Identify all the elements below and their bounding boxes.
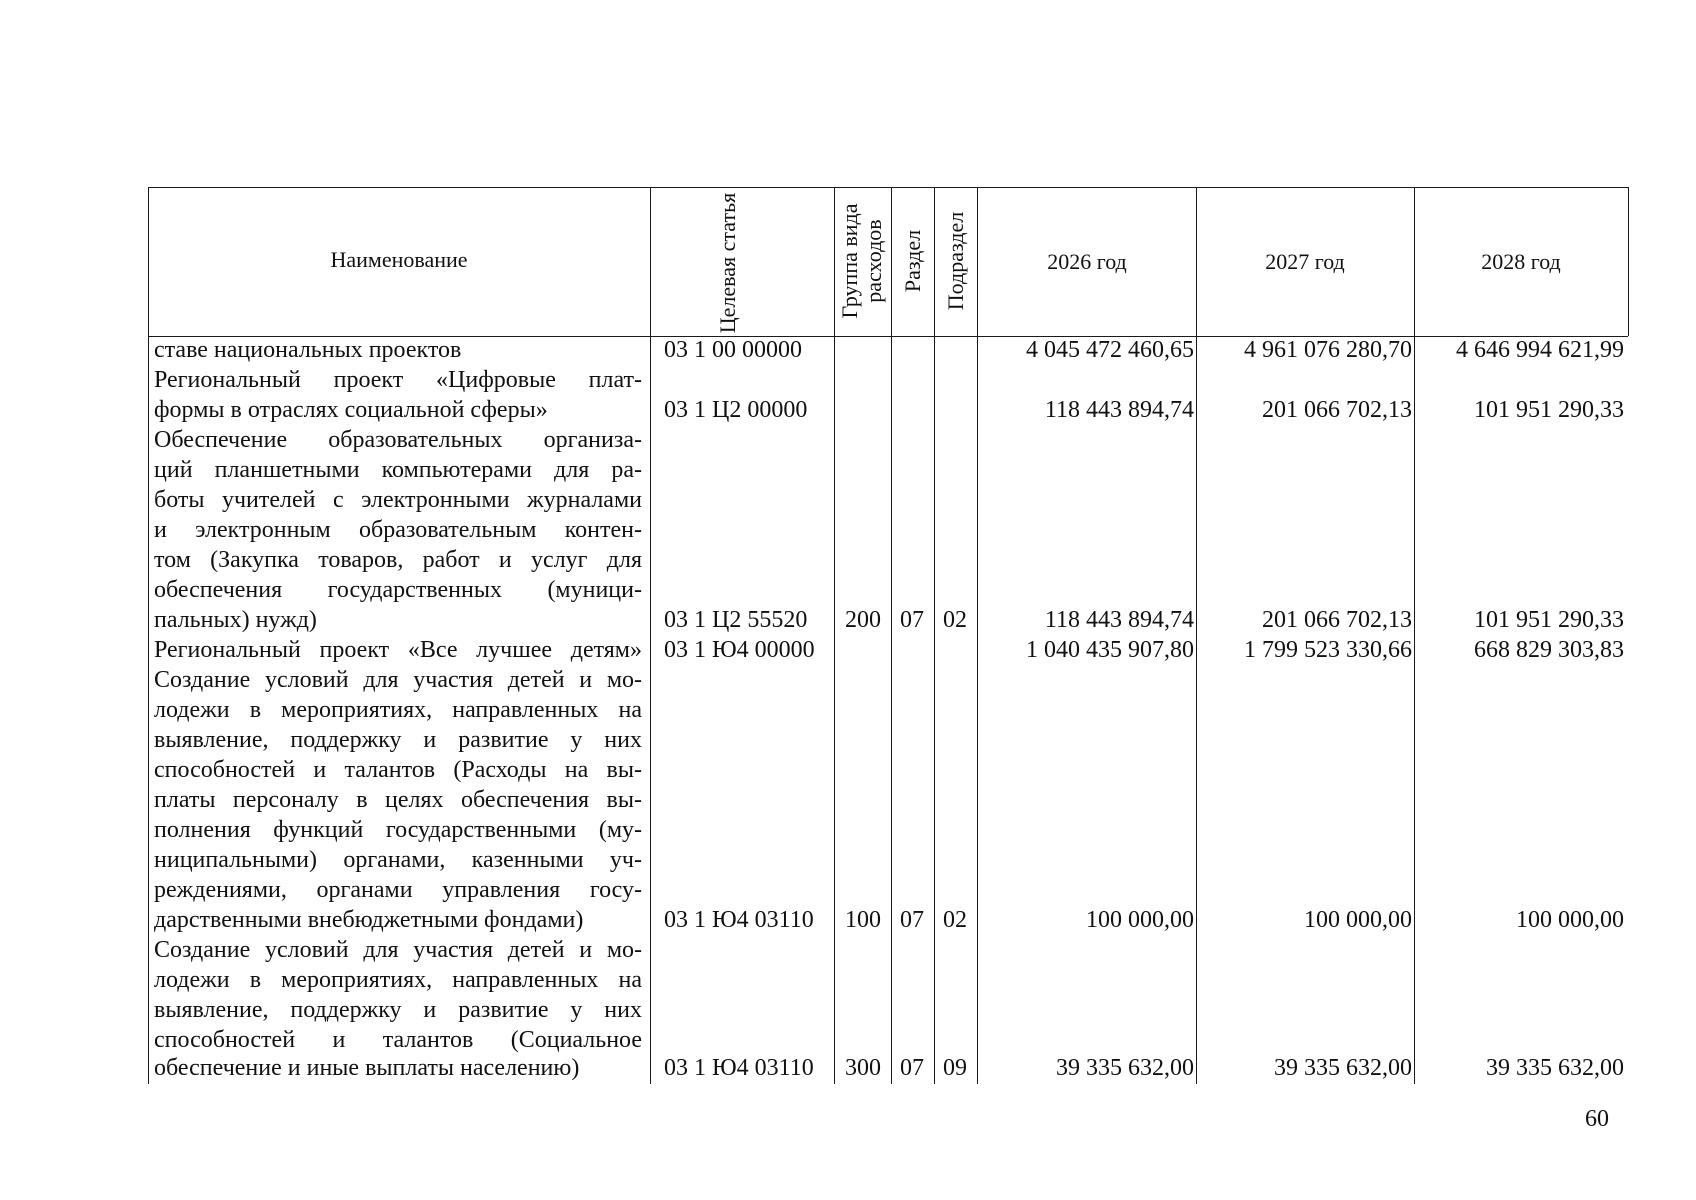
section-cell: 07 [900,907,924,933]
row-name-line: формы в отраслях социальной сферы» [154,397,548,423]
row-name-line: реждениями, органами управления госу- [154,877,642,903]
subsection-cell: 09 [943,1055,967,1081]
row-name-line: том (Закупка товаров, работ и услуг для [154,547,642,573]
col-border [650,187,651,1084]
subsection-cell: 02 [943,607,967,633]
row-name-line: и электронным образовательным контен- [154,517,642,543]
row-name-line: Региональный проект «Цифровые плат- [154,367,642,393]
row-name-line: дарственными внебюджетными фондами) [154,907,584,933]
row-name-line: Создание условий для участия детей и мо- [154,667,642,693]
col-border [891,187,892,1084]
header-expense-group: Группа вида расходов [837,203,886,319]
value-2028-cell: 101 951 290,33 [1474,397,1624,423]
row-name-line: обеспечение и иные выплаты населению) [154,1055,580,1081]
row-name-line: обеспечения государственных (муници- [154,577,642,603]
expense-group-cell: 200 [845,607,881,633]
row-name-line: Создание условий для участия детей и мо- [154,937,642,963]
value-2028-cell: 100 000,00 [1516,907,1624,933]
value-2026-cell: 118 443 894,74 [1044,607,1194,633]
row-name-line: выявление, поддержку и развитие у них [154,997,642,1023]
col-border [148,187,149,1084]
table-top-border [148,187,1628,188]
row-name-line: Региональный проект «Все лучшее детям» [154,637,642,663]
target-article-cell: 03 1 Ц2 55520 [664,607,808,633]
row-name-line: лодежи в мероприятиях, направленных на [154,697,642,723]
expense-group-cell: 300 [845,1055,881,1081]
value-2027-cell: 201 066 702,13 [1262,607,1412,633]
col-border [934,187,935,1084]
header-year-2027: 2027 год [1265,249,1345,274]
row-name-line: полнения функций государственными (му- [154,817,642,843]
target-article-cell: 03 1 Ц2 00000 [664,397,808,423]
value-2028-cell: 101 951 290,33 [1474,607,1624,633]
header-section: Раздел [900,229,925,293]
value-2026-cell: 118 443 894,74 [1044,397,1194,423]
row-name-line: способностей и талантов (Расходы на вы- [154,757,642,783]
value-2026-cell: 1 040 435 907,80 [1026,637,1194,663]
value-2027-cell: 4 961 076 280,70 [1244,337,1412,363]
value-2026-cell: 39 335 632,00 [1056,1055,1194,1081]
row-name-line: ций планшетными компьютерами для ра- [154,457,642,483]
col-border [1414,187,1415,1084]
row-name-line: ниципальными) органами, казенными уч- [154,847,642,873]
row-name-line: лодежи в мероприятиях, направленных на [154,967,642,993]
target-article-cell: 03 1 00 00000 [664,337,802,363]
row-name-line: пальных) нужд) [154,607,317,633]
section-cell: 07 [900,1055,924,1081]
col-border [1196,187,1197,1084]
col-border [1628,187,1629,336]
target-article-cell: 03 1 Ю4 03110 [664,907,814,933]
value-2027-cell: 39 335 632,00 [1274,1055,1412,1081]
value-2028-cell: 668 829 303,83 [1474,637,1624,663]
target-article-cell: 03 1 Ю4 03110 [664,1055,814,1081]
row-name-line: выявление, поддержку и развитие у них [154,727,642,753]
value-2027-cell: 100 000,00 [1304,907,1412,933]
header-target-article: Целевая статья [715,192,740,334]
header-name: Наименование [330,247,468,272]
budget-table [148,187,1628,1084]
header-year-2026: 2026 год [1047,249,1127,274]
expense-group-cell: 100 [845,907,881,933]
value-2027-cell: 201 066 702,13 [1262,397,1412,423]
row-name-line: Обеспечение образовательных организа- [154,427,642,453]
header-year-2028: 2028 год [1481,249,1561,274]
row-name-line: боты учителей с электронными журналами [154,487,642,513]
value-2028-cell: 4 646 994 621,99 [1456,337,1624,363]
subsection-cell: 02 [943,907,967,933]
row-name-line: ставе национальных проектов [154,337,462,363]
value-2027-cell: 1 799 523 330,66 [1244,637,1412,663]
value-2026-cell: 4 045 472 460,65 [1026,337,1194,363]
col-border [977,187,978,1084]
row-name-line: способностей и талантов (Социальное [154,1027,642,1053]
page-number: 60 [1585,1106,1609,1132]
value-2028-cell: 39 335 632,00 [1486,1055,1624,1081]
target-article-cell: 03 1 Ю4 00000 [664,637,815,663]
section-cell: 07 [900,607,924,633]
row-name-line: платы персоналу в целях обеспечения вы- [154,787,642,813]
value-2026-cell: 100 000,00 [1086,907,1194,933]
col-border [834,187,835,1084]
header-subsection: Подраздел [943,211,968,311]
